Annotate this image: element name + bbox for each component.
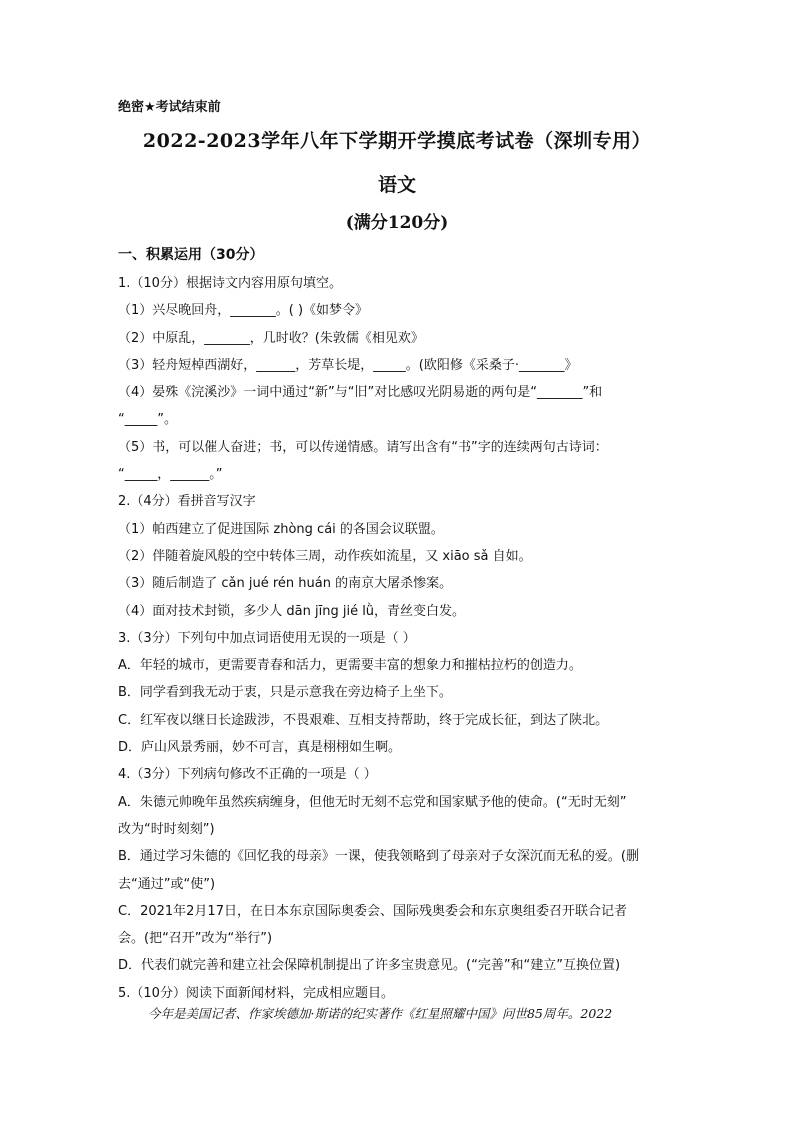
full-score: (满分120分) bbox=[345, 213, 449, 233]
text-line: D．庐山风景秀丽，妙不可言，真是栩栩如生啊。 bbox=[118, 740, 402, 756]
text-line: 2.（4分）看拼音写汉字 bbox=[118, 494, 256, 510]
subject-title: 语文 bbox=[377, 174, 416, 196]
text-line: （4）晏殊《浣溪沙》一词中通过“新”与“旧”对比感叹光阴易逝的两句是“_______”和 bbox=[118, 385, 603, 401]
page-title: 2022-2023学年八年下学期开学摸底考试卷（深圳专用） bbox=[142, 130, 652, 152]
text-line: 会。(把“召开”改为“举行”) bbox=[118, 931, 273, 947]
text-line: 4.（3分）下列病句修改不正确的一项是（ ） bbox=[118, 767, 377, 783]
text-line: “_____”。 bbox=[118, 412, 177, 428]
text-line: （1）帕西建立了促进国际 zhòng cái 的各国会议联盟。 bbox=[118, 521, 444, 537]
text-line: A．朱德元帅晚年虽然疾病缠身，但他无时无刻不忘党和国家赋予他的使命。(“无时无刻” bbox=[118, 794, 627, 810]
text-line: B．同学看到我无动于衷，只是示意我在旁边椅子上坐下。 bbox=[118, 685, 452, 701]
text-line: C．红军夜以继日长途跋涉，不畏艰难、互相支持帮助，终于完成长征，到达了陕北。 bbox=[118, 712, 609, 728]
text-line: 5.（10分）阅读下面新闻材料，完成相应题目。 bbox=[118, 985, 394, 1001]
text-line: C．2021年2月17日，在日本东京国际奥委会、国际残奥委会和东京奥组委召开联合记者 bbox=[118, 903, 627, 919]
text-line: （4）面对技术封锁，多少人 dān jīng jié lǜ，青丝变白发。 bbox=[118, 603, 466, 619]
text-line: D．代表们就完善和建立社会保障机制提出了许多宝贵意见。(“完善”和“建立”互换位置) bbox=[118, 958, 621, 974]
section-heading: 一、积累运用（30分） bbox=[118, 247, 264, 263]
text-line: （5）书，可以催人奋进；书，可以传递情感。请写出含有“书”字的连续两句古诗词： bbox=[118, 439, 608, 455]
text-line: （3）轻舟短棹西湖好，______，芳草长堤，_____。(欧阳修《采桑子·_______》 bbox=[118, 357, 578, 373]
text-line: （2）中原乱，_______，几时收？(朱敦儒《相见欢》 bbox=[118, 330, 424, 346]
text-line: A．年轻的城市，更需要青春和活力，更需要丰富的想象力和摧枯拉朽的创造力。 bbox=[118, 658, 582, 674]
question-content bbox=[118, 270, 678, 1007]
text-line: （3）随后制造了 cǎn jué rén huán 的南京大屠杀惨案。 bbox=[118, 576, 453, 592]
text-line: （2）伴随着旋风般的空中转体三周，动作疾如流星，又 xiāo sǎ 自如。 bbox=[118, 548, 532, 564]
text-line: （1）兴尽晚回舟，_______。( )《如梦令》 bbox=[118, 303, 369, 319]
confidential-label: 绝密★考试结束前 bbox=[118, 100, 221, 115]
text-line: B．通过学习朱德的《回忆我的母亲》一课，使我领略到了母亲对子女深沉而无私的爱。(删 bbox=[118, 849, 639, 865]
text-line: “_____，______。” bbox=[118, 467, 223, 483]
text-line: 去“通过”或“使”) bbox=[118, 876, 216, 892]
passage-text: 今年是美国记者、作家埃德加·斯诺的纪实著作《红星照耀中国》问世85周年。2022 bbox=[148, 1006, 613, 1021]
text-line: 改为“时时刻刻”) bbox=[118, 821, 215, 837]
text-line: 3.（3分）下列句中加点词语使用无误的一项是（ ） bbox=[118, 630, 416, 646]
text-line: 1.（10分）根据诗文内容用原句填空。 bbox=[118, 276, 342, 291]
